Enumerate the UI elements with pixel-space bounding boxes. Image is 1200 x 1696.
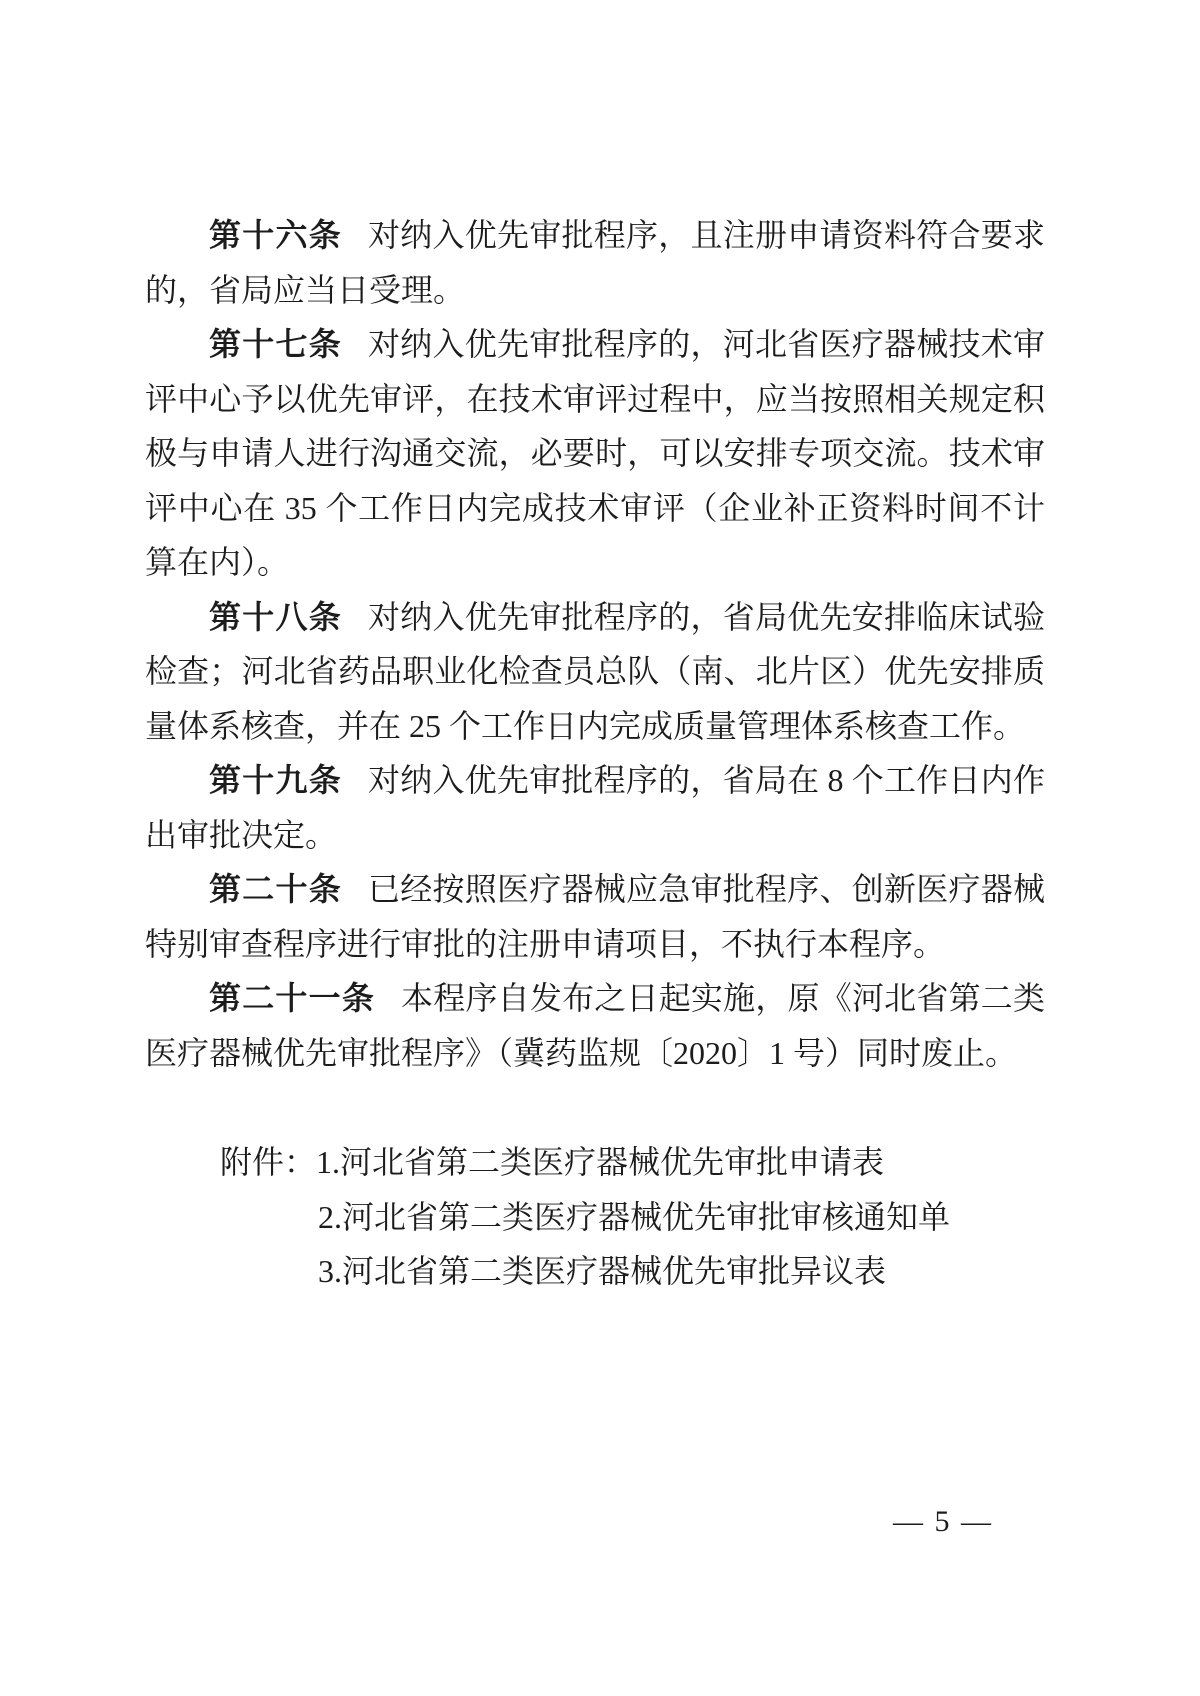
attachment-item-1 bbox=[220, 1135, 1045, 1190]
article-17-paragraph bbox=[145, 317, 1045, 590]
attachments-list bbox=[145, 1135, 1045, 1299]
article-17-text: 对纳入优先审批程序的，河北省医疗器械技术审评中心予以优先审评，在技术审评过程中，应当按照相关规定积极与申请人进行沟通交流，必要时，可以安排专项交流。技术审评中心在 35 个工作日内完成技术审评（企业补正资料时间不计算在内）。 bbox=[145, 326, 1045, 580]
document-body bbox=[145, 208, 1045, 1299]
article-19-paragraph bbox=[145, 753, 1045, 862]
article-21-paragraph bbox=[145, 971, 1045, 1080]
article-17-number: 第十七条 bbox=[209, 326, 342, 362]
article-21-number: 第二十一条 bbox=[209, 980, 376, 1016]
attachment-item-3 bbox=[318, 1244, 1045, 1299]
attachment-item-2 bbox=[318, 1190, 1045, 1245]
page-number: — 5 — bbox=[893, 1505, 993, 1538]
article-16-paragraph bbox=[145, 208, 1045, 317]
article-18-paragraph bbox=[145, 590, 1045, 754]
article-18-text: 对纳入优先审批程序的，省局优先安排临床试验检查；河北省药品职业化检查员总队（南、北片区）优先安排质量体系核查，并在 25 个工作日内完成质量管理体系核查工作。 bbox=[145, 598, 1045, 744]
article-18-number: 第十八条 bbox=[209, 598, 342, 635]
article-20-number: 第二十条 bbox=[209, 871, 342, 907]
article-20-paragraph bbox=[145, 862, 1045, 971]
attachment-2-text: 2.河北省第二类医疗器械优先审批审核通知单 bbox=[318, 1198, 951, 1235]
article-21-text: 本程序自发布之日起实施，原《河北省第二类医疗器械优先审批程序》（冀药监规〔2020〕1 号）同时废止。 bbox=[145, 980, 1045, 1071]
attachment-3-text: 3.河北省第二类医疗器械优先审批异议表 bbox=[318, 1253, 887, 1289]
article-19-text: 对纳入优先审批程序的，省局在 8 个工作日内作出审批决定。 bbox=[145, 762, 1045, 853]
article-19-number: 第十九条 bbox=[209, 762, 342, 798]
article-16-text: 对纳入优先审批程序，且注册申请资料符合要求的，省局应当日受理。 bbox=[145, 217, 1045, 308]
attachments-label: 附件： bbox=[220, 1144, 317, 1180]
attachment-1-text: 1.河北省第二类医疗器械优先审批申请表 bbox=[316, 1144, 885, 1180]
article-16-number: 第十六条 bbox=[209, 217, 342, 253]
article-20-text: 已经按照医疗器械应急审批程序、创新医疗器械特别审查程序进行审批的注册申请项目，不执行本程序。 bbox=[145, 871, 1045, 962]
